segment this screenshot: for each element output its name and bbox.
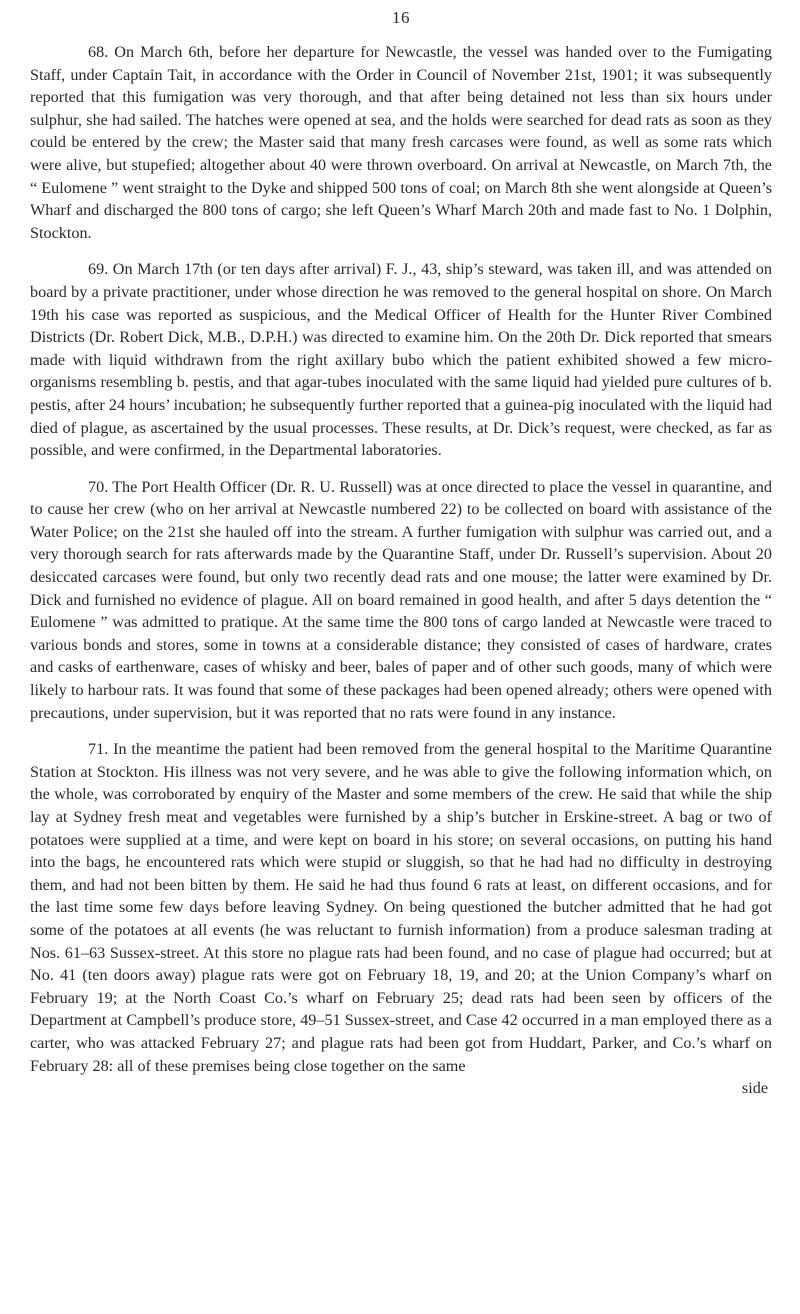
page-number: 16 (392, 8, 410, 27)
paragraph-69: 69. On March 17th (or ten days after arrival) F. J., 43, ship’s steward, was taken ill, and was attended on board by a private practitioner, under whose direction he was removed to the general hospital on shore. On March 19th his case was reported as suspicious, and the Medical Officer of Health for the Hunter River Combined Districts (Dr. Robert Dick, M.B., D.P.H.) was directed to examine him. On the 20th Dr. Dick reported that smears made with liquid withdrawn from the right axillary bubo which the patient exhibited showed a few micro-organisms resembling b. pestis, and that agar-tubes inoculated with the same liquid had yielded pure cultures of b. pestis, after 24 hours’ incubation; he subsequently further reported that a guinea-pig inoculated with the liquid had died of plague, as ascertained by the usual processes. These results, at Dr. Dick’s request, were checked, as far as possible, and were confirmed, in the Departmental laboratories. (30, 260, 772, 460)
paragraph-70: 70. The Port Health Officer (Dr. R. U. Russell) was at once directed to place the vessel in quarantine, and to cause her crew (who on her arrival at Newcastle numbered 22) to be collected on board with assistance of the Water Police; on the 21st she hauled off into the stream. A further fumigation with sulphur was carried out, and a very thorough search for rats afterwards made by the Quarantine Staff, under Dr. Russell’s supervision. About 20 desiccated carcases were found, but only two recently dead rats and one mouse; the latter were examined by Dr. Dick and furnished no evidence of plague. All on board remained in good health, and after 5 days detention the “ Eulomene ” was admitted to pratique. At the same time the 800 tons of cargo landed at Newcastle were traced to various bonds and stores, some in towns at a considerable distance; they consisted of cases of hardware, crates and casks of earthenware, cases of whisky and beer, bales of paper and of other such goods, many of which were likely to harbour rats. It was found that some of these packages had been opened already; others were opened with precautions, under supervision, but it was reported that no rats were found in any instance. (30, 477, 772, 722)
catchword: side (741, 1079, 768, 1098)
paragraph-71: 71. In the meantime the patient had been removed from the general hospital to the Maritime Quarantine Station at Stockton. His illness was not very severe, and he was able to give the following information which, on the whole, was corroborated by enquiry of the Master and some members of the crew. He said that while the ship lay at Sydney fresh meat and vegetables were furnished by a ship’s butcher in Erskine-street. A bag or two of potatoes were supplied at a time, and were kept on board in his store; on several occasions, on putting his hand into the bags, he encountered rats which were stupid or sluggish, so that he had had no difficulty in destroying them, and had not been bitten by them. He said he had thus found 6 rats at least, on different occasions, and for the last time some few days before leaving Sydney. On being questioned the butcher admitted that he had got some of the potatoes at all events (he was reluctant to furnish information) from a produce salesman trading at Nos. 61–63 Sussex-street. At this store no plague rats had been found, and no case of plague had occurred; but at No. 41 (ten doors away) plague rats were got on February 18, 19, and 20; at the Union Company’s wharf on February 19; at the North Coast Co.’s wharf on February 25; dead rats had been seen by officers of the Department at Campbell’s produce store, 49–51 Sussex-street, and Case 42 occurred in a man employed there as a carter, who was attacked February 27; and plague rats had been got from Huddart, Parker, and Co.’s wharf on February 28: all of these premises being close together on the same (30, 740, 772, 1075)
paragraph-68: 68. On March 6th, before her departure for Newcastle, the vessel was handed over to the Fumigating Staff, under Captain Tait, in accordance with the Order in Council of November 21st, 1901; it was subsequently reported that this fumigation was very thorough, and that after being detained not less than six hours under sulphur, she had sailed. The hatches were opened at sea, and the holds were searched for dead rats as soon as they could be entered by the crew; the Master said that many fresh carcases were found, as well as some rats which were alive, but stupefied; altogether about 40 were thrown overboard. On arrival at Newcastle, on March 7th, the “ Eulomene ” went straight to the Dyke and shipped 500 tons of coal; on March 8th she went alongside at Queen’s Wharf and discharged the 800 tons of cargo; she left Queen’s Wharf March 20th and made fast to No. 1 Dolphin, Stockton. (30, 43, 772, 242)
